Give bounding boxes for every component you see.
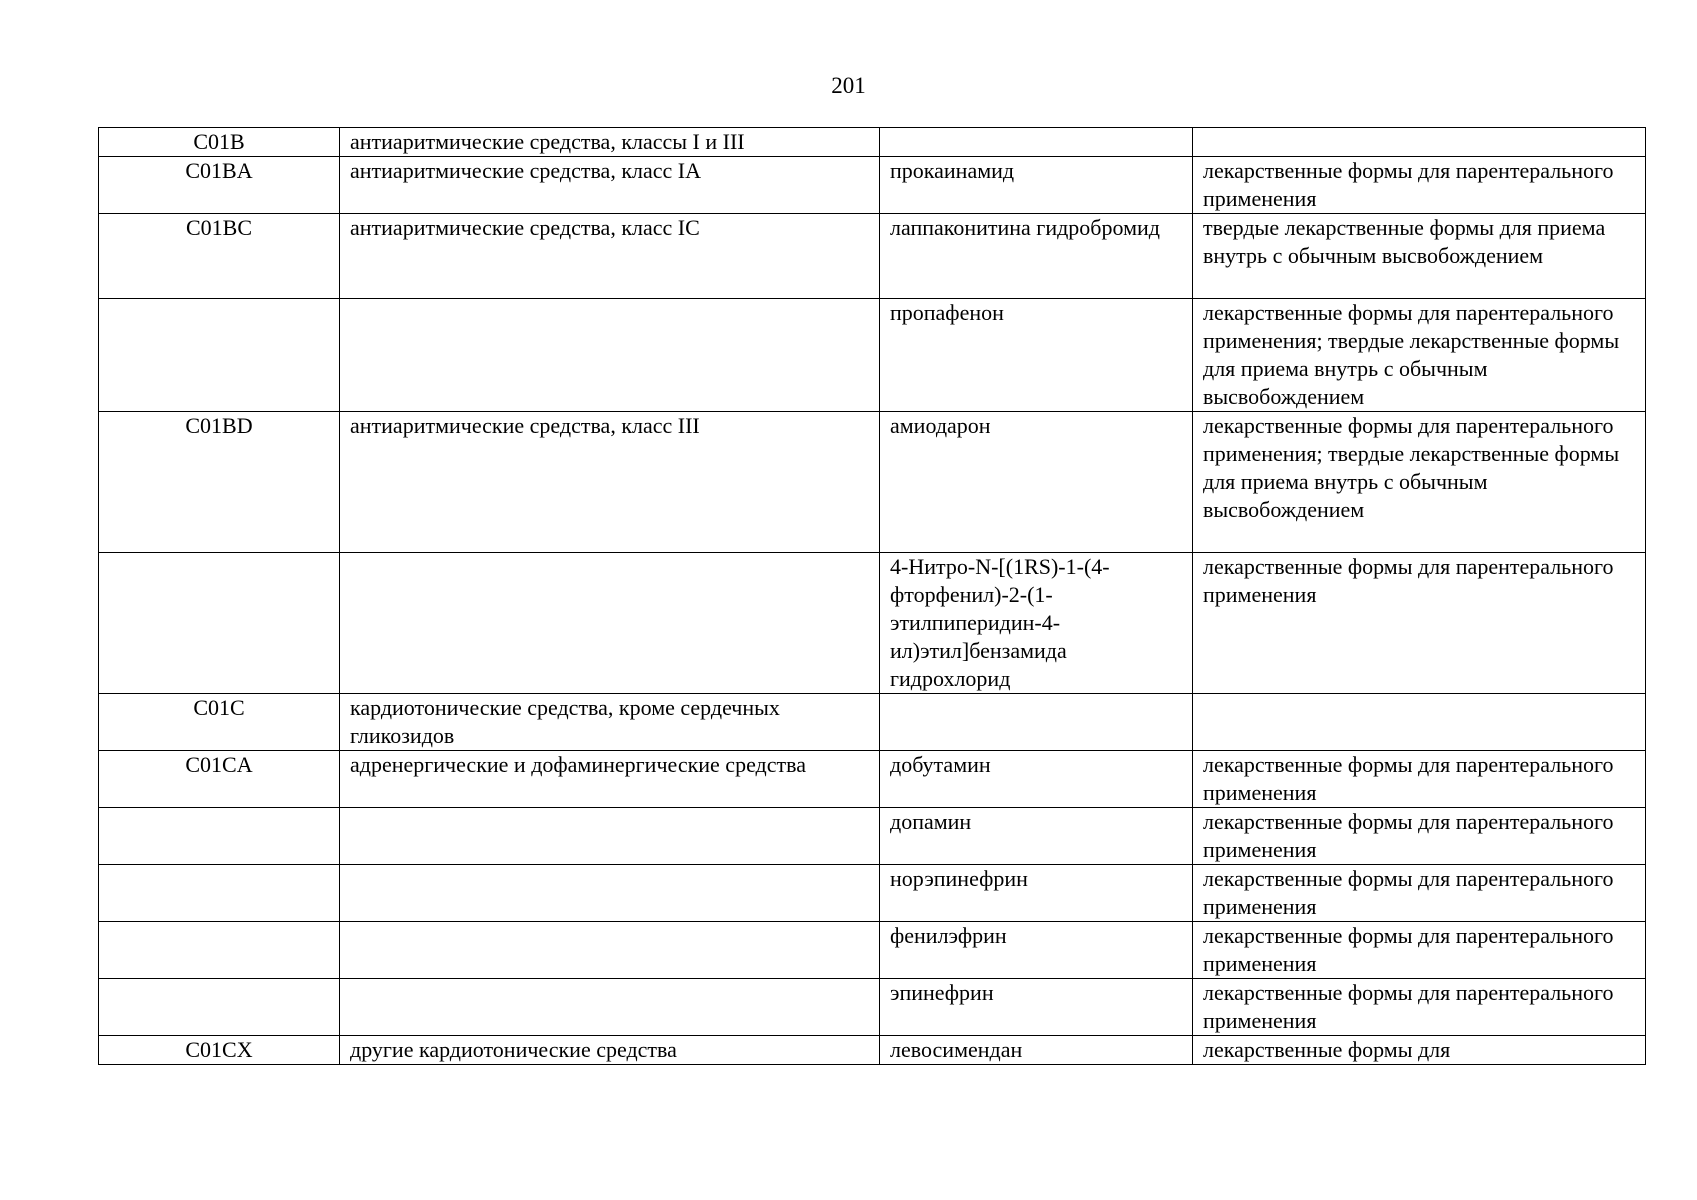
table-row — [99, 553, 1646, 694]
dosage-form-cell: лекарственные формы для парентерального применения; твердые лекарственные формы для приема внутрь с обычным высвобождением — [1193, 412, 1646, 553]
dosage-form-cell: твердые лекарственные формы для приема внутрь с обычным высвобождением — [1193, 214, 1646, 299]
table-row — [99, 694, 1646, 751]
drug-cell: левосимендан — [880, 1036, 1193, 1065]
group-cell: антиаритмические средства, класс IA — [340, 157, 880, 214]
drug-cell — [880, 694, 1193, 751]
drug-cell: 4-Нитро-N-[(1RS)-1-(4-фторфенил)-2-(1-этилпиперидин-4-ил)этил]бензамида гидрохлорид — [880, 553, 1193, 694]
drug-cell: добутамин — [880, 751, 1193, 808]
group-cell — [340, 808, 880, 865]
dosage-form-cell: лекарственные формы для парентерального применения — [1193, 922, 1646, 979]
drug-table — [98, 127, 1646, 1065]
dosage-form-cell: лекарственные формы для парентерального применения — [1193, 808, 1646, 865]
group-cell: кардиотонические средства, кроме сердечных гликозидов — [340, 694, 880, 751]
atc-code-cell — [99, 299, 340, 412]
page-number: 201 — [831, 73, 866, 98]
dosage-form-cell: лекарственные формы для — [1193, 1036, 1646, 1065]
dosage-form-cell: лекарственные формы для парентерального применения — [1193, 865, 1646, 922]
atc-code-cell: C01BD — [99, 412, 340, 553]
dosage-form-cell: лекарственные формы для парентерального применения; твердые лекарственные формы для приема внутрь с обычным высвобождением — [1193, 299, 1646, 412]
atc-code-cell — [99, 922, 340, 979]
atc-code-cell: C01C — [99, 694, 340, 751]
dosage-form-cell: лекарственные формы для парентерального применения — [1193, 157, 1646, 214]
atc-code-cell: C01CA — [99, 751, 340, 808]
table-row — [99, 751, 1646, 808]
atc-code-cell: C01BC — [99, 214, 340, 299]
dosage-form-cell: лекарственные формы для парентерального применения — [1193, 553, 1646, 694]
drug-cell — [880, 128, 1193, 157]
atc-code-cell — [99, 979, 340, 1036]
table-row — [99, 299, 1646, 412]
dosage-form-cell — [1193, 694, 1646, 751]
group-cell — [340, 299, 880, 412]
table-row — [99, 214, 1646, 299]
atc-code-cell: C01BA — [99, 157, 340, 214]
group-cell — [340, 865, 880, 922]
drug-cell: эпинефрин — [880, 979, 1193, 1036]
drug-cell: норэпинефрин — [880, 865, 1193, 922]
table-row — [99, 412, 1646, 553]
atc-code-cell: C01B — [99, 128, 340, 157]
table-row — [99, 865, 1646, 922]
table-row — [99, 1036, 1646, 1065]
drug-cell: пропафенон — [880, 299, 1193, 412]
drug-cell: лаппаконитина гидробромид — [880, 214, 1193, 299]
group-cell — [340, 553, 880, 694]
group-cell — [340, 979, 880, 1036]
dosage-form-cell — [1193, 128, 1646, 157]
dosage-form-cell: лекарственные формы для парентерального применения — [1193, 979, 1646, 1036]
atc-code-cell — [99, 865, 340, 922]
table-row — [99, 157, 1646, 214]
table-row — [99, 979, 1646, 1036]
atc-code-cell — [99, 553, 340, 694]
table-row — [99, 808, 1646, 865]
atc-code-cell: C01CX — [99, 1036, 340, 1065]
group-cell: антиаритмические средства, классы I и III — [340, 128, 880, 157]
atc-code-cell — [99, 808, 340, 865]
drug-cell: прокаинамид — [880, 157, 1193, 214]
group-cell: антиаритмические средства, класс IC — [340, 214, 880, 299]
group-cell: другие кардиотонические средства — [340, 1036, 880, 1065]
group-cell: антиаритмические средства, класс III — [340, 412, 880, 553]
dosage-form-cell: лекарственные формы для парентерального применения — [1193, 751, 1646, 808]
group-cell: адренергические и дофаминергические средства — [340, 751, 880, 808]
drug-cell: допамин — [880, 808, 1193, 865]
table-row — [99, 922, 1646, 979]
drug-cell: амиодарон — [880, 412, 1193, 553]
drug-cell: фенилэфрин — [880, 922, 1193, 979]
table-row — [99, 128, 1646, 157]
group-cell — [340, 922, 880, 979]
